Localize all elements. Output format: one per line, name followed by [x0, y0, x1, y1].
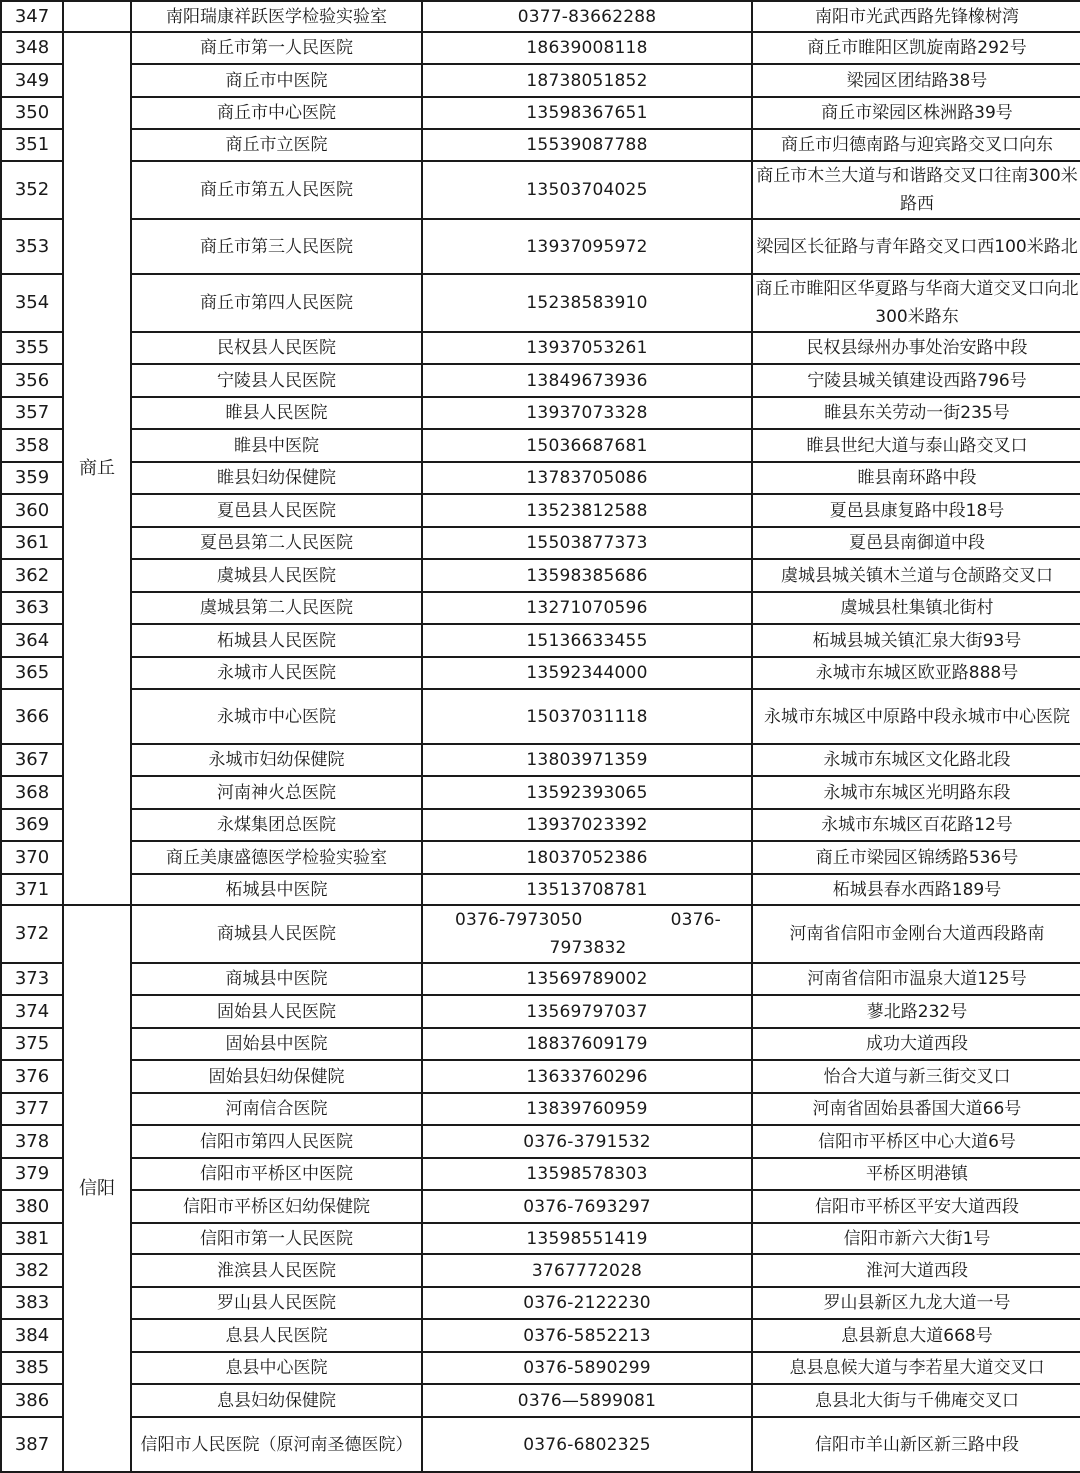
table-row	[1, 97, 1080, 129]
row-number: 378	[1, 1125, 63, 1158]
table-row	[1, 429, 1080, 462]
address: 蓼北路232号	[752, 995, 1080, 1028]
table-row	[1, 1158, 1080, 1190]
table-row	[1, 559, 1080, 592]
phone-number: 0376—5899081	[422, 1384, 752, 1417]
hospital-name: 民权县人民医院	[131, 332, 422, 364]
table-row	[1, 1190, 1080, 1223]
hospital-name: 虞城县人民医院	[131, 559, 422, 592]
row-number: 375	[1, 1028, 63, 1060]
row-number: 366	[1, 689, 63, 744]
address: 虞城县城关镇木兰道与仓颉路交叉口	[752, 559, 1080, 592]
hospital-name: 夏邑县第二人民医院	[131, 527, 422, 559]
table-row	[1, 841, 1080, 874]
table-row	[1, 129, 1080, 161]
phone-number: 18837609179	[422, 1028, 752, 1060]
hospital-name: 淮滨县人民医院	[131, 1254, 422, 1287]
phone-number: 13592344000	[422, 657, 752, 689]
table-row	[1, 744, 1080, 776]
hospital-name: 永城市妇幼保健院	[131, 744, 422, 776]
table-row	[1, 1, 1080, 32]
address: 永城市东城区欧亚路888号	[752, 657, 1080, 689]
table-row	[1, 397, 1080, 429]
address: 信阳市平桥区中心大道6号	[752, 1125, 1080, 1158]
row-number: 382	[1, 1254, 63, 1287]
table-row	[1, 624, 1080, 657]
address: 永城市东城区光明路东段	[752, 776, 1080, 809]
table-row	[1, 1352, 1080, 1384]
address: 商丘市睢阳区华夏路与华商大道交叉口向北300米路东	[752, 274, 1080, 332]
table-row	[1, 332, 1080, 364]
row-number: 386	[1, 1384, 63, 1417]
table-row	[1, 161, 1080, 219]
phone-number: 18037052386	[422, 841, 752, 874]
row-number: 373	[1, 963, 63, 995]
row-number: 351	[1, 129, 63, 161]
address: 河南省信阳市金刚台大道西段路南	[752, 905, 1080, 963]
phone-number: 13783705086	[422, 462, 752, 494]
table-row	[1, 1384, 1080, 1417]
phone-secondary-suffix: 7973832	[549, 938, 627, 958]
hospital-name: 商丘市第五人民医院	[131, 161, 422, 219]
row-number: 380	[1, 1190, 63, 1223]
address: 夏邑县康复路中段18号	[752, 494, 1080, 527]
hospital-name: 商丘市中心医院	[131, 97, 422, 129]
row-number: 370	[1, 841, 63, 874]
hospital-name: 夏邑县人民医院	[131, 494, 422, 527]
row-number: 383	[1, 1287, 63, 1319]
hospital-name: 河南神火总医院	[131, 776, 422, 809]
hospital-name: 息县人民医院	[131, 1319, 422, 1352]
row-number: 387	[1, 1417, 63, 1472]
row-number: 347	[1, 1, 63, 32]
phone-number: 13513708781	[422, 874, 752, 905]
hospital-name: 睢县妇幼保健院	[131, 462, 422, 494]
table-row	[1, 274, 1080, 332]
table-row	[1, 689, 1080, 744]
row-number: 368	[1, 776, 63, 809]
table-row	[1, 64, 1080, 97]
table-row	[1, 1223, 1080, 1254]
phone-primary: 0376-7973050	[455, 910, 583, 930]
hospital-name: 信阳市平桥区妇幼保健院	[131, 1190, 422, 1223]
phone-number: 3767772028	[422, 1254, 752, 1287]
table-row	[1, 657, 1080, 689]
address: 息县新息大道668号	[752, 1319, 1080, 1352]
phone-number: 13592393065	[422, 776, 752, 809]
table-row	[1, 963, 1080, 995]
row-number: 367	[1, 744, 63, 776]
phone-number: 0376-5890299	[422, 1352, 752, 1384]
address: 永城市东城区百花路12号	[752, 809, 1080, 841]
phone-number: 13598551419	[422, 1223, 752, 1254]
phone-number: 13569797037	[422, 995, 752, 1028]
row-number: 369	[1, 809, 63, 841]
address: 信阳市平桥区平安大道西段	[752, 1190, 1080, 1223]
row-number: 377	[1, 1093, 63, 1125]
hospital-name: 罗山县人民医院	[131, 1287, 422, 1319]
hospital-name: 永城市人民医院	[131, 657, 422, 689]
address: 梁园区长征路与青年路交叉口西100米路北	[752, 219, 1080, 274]
table-row	[1, 1417, 1080, 1472]
hospital-name: 信阳市第一人民医院	[131, 1223, 422, 1254]
row-number: 354	[1, 274, 63, 332]
phone-number: 15136633455	[422, 624, 752, 657]
phone-number: 0376-3791532	[422, 1125, 752, 1158]
phone-number: 15037031118	[422, 689, 752, 744]
address: 平桥区明港镇	[752, 1158, 1080, 1190]
hospital-name: 商丘市立医院	[131, 129, 422, 161]
phone-number: 13803971359	[422, 744, 752, 776]
table-body	[1, 1, 1080, 1472]
row-number: 371	[1, 874, 63, 905]
address: 睢县东关劳动一街235号	[752, 397, 1080, 429]
address: 虞城县杜集镇北街村	[752, 592, 1080, 624]
table-row	[1, 32, 1080, 64]
phone-number: 13598385686	[422, 559, 752, 592]
address: 夏邑县南御道中段	[752, 527, 1080, 559]
hospital-name: 商丘市第四人民医院	[131, 274, 422, 332]
address: 商丘市梁园区锦绣路536号	[752, 841, 1080, 874]
table-row	[1, 219, 1080, 274]
phone-number: 0376-5852213	[422, 1319, 752, 1352]
address: 罗山县新区九龙大道一号	[752, 1287, 1080, 1319]
row-number: 357	[1, 397, 63, 429]
phone-number: 0376-7693297	[422, 1190, 752, 1223]
address: 河南省固始县番国大道66号	[752, 1093, 1080, 1125]
address: 信阳市羊山新区新三路中段	[752, 1417, 1080, 1472]
address: 成功大道西段	[752, 1028, 1080, 1060]
row-number: 365	[1, 657, 63, 689]
table-row	[1, 1093, 1080, 1125]
phone-number: 13937073328	[422, 397, 752, 429]
address: 民权县绿州办事处治安路中段	[752, 332, 1080, 364]
row-number: 355	[1, 332, 63, 364]
hospital-name: 永城市中心医院	[131, 689, 422, 744]
phone-number: 15503877373	[422, 527, 752, 559]
phone-number: 13271070596	[422, 592, 752, 624]
phone-secondary-prefix: 0376-	[670, 910, 721, 930]
table-row	[1, 1028, 1080, 1060]
address: 商丘市睢阳区凯旋南路292号	[752, 32, 1080, 64]
table-row	[1, 1254, 1080, 1287]
row-number: 361	[1, 527, 63, 559]
address: 永城市东城区文化路北段	[752, 744, 1080, 776]
phone-number: 13569789002	[422, 963, 752, 995]
hospital-name: 固始县人民医院	[131, 995, 422, 1028]
table-row	[1, 462, 1080, 494]
table-row	[1, 364, 1080, 397]
row-number: 358	[1, 429, 63, 462]
table-row	[1, 776, 1080, 809]
phone-number: 15238583910	[422, 274, 752, 332]
row-number: 381	[1, 1223, 63, 1254]
row-number: 352	[1, 161, 63, 219]
table-row	[1, 1287, 1080, 1319]
table-row	[1, 592, 1080, 624]
address: 梁园区团结路38号	[752, 64, 1080, 97]
hospital-name: 睢县中医院	[131, 429, 422, 462]
address: 息县息候大道与李若星大道交叉口	[752, 1352, 1080, 1384]
phone-number: 0377-83662288	[422, 1, 752, 32]
address: 怡合大道与新三街交叉口	[752, 1060, 1080, 1093]
hospital-name: 信阳市平桥区中医院	[131, 1158, 422, 1190]
phone-number: 13937023392	[422, 809, 752, 841]
address: 宁陵县城关镇建设西路796号	[752, 364, 1080, 397]
phone-number: 15036687681	[422, 429, 752, 462]
hospital-name: 固始县妇幼保健院	[131, 1060, 422, 1093]
phone-number-line1	[455, 906, 721, 934]
table-row	[1, 1060, 1080, 1093]
address: 柘城县城关镇汇泉大街93号	[752, 624, 1080, 657]
row-number: 350	[1, 97, 63, 129]
address: 息县北大街与千佛庵交叉口	[752, 1384, 1080, 1417]
phone-number: 13937053261	[422, 332, 752, 364]
address: 永城市东城区中原路中段永城市中心医院	[752, 689, 1080, 744]
table-row	[1, 1125, 1080, 1158]
row-number: 356	[1, 364, 63, 397]
table-row	[1, 995, 1080, 1028]
row-number: 384	[1, 1319, 63, 1352]
address: 商丘市木兰大道与和谐路交叉口往南300米路西	[752, 161, 1080, 219]
region-cell-shangqiu: 商丘	[63, 32, 131, 905]
address: 商丘市梁园区株洲路39号	[752, 97, 1080, 129]
row-number: 385	[1, 1352, 63, 1384]
phone-number: 0376-6802325	[422, 1417, 752, 1472]
phone-number: 15539087788	[422, 129, 752, 161]
region-cell	[63, 1, 131, 32]
hospital-name: 河南信合医院	[131, 1093, 422, 1125]
hospital-name: 柘城县中医院	[131, 874, 422, 905]
hospital-name: 商丘美康盛德医学检验实验室	[131, 841, 422, 874]
row-number: 376	[1, 1060, 63, 1093]
address: 睢县南环路中段	[752, 462, 1080, 494]
hospital-name: 息县妇幼保健院	[131, 1384, 422, 1417]
row-number: 362	[1, 559, 63, 592]
address: 柘城县春水西路189号	[752, 874, 1080, 905]
address: 淮河大道西段	[752, 1254, 1080, 1287]
hospital-name: 宁陵县人民医院	[131, 364, 422, 397]
address: 信阳市新六大街1号	[752, 1223, 1080, 1254]
phone-number: 13598578303	[422, 1158, 752, 1190]
hospital-name: 商城县中医院	[131, 963, 422, 995]
hospital-name: 睢县人民医院	[131, 397, 422, 429]
row-number: 359	[1, 462, 63, 494]
row-number: 363	[1, 592, 63, 624]
row-number: 364	[1, 624, 63, 657]
hospital-name: 固始县中医院	[131, 1028, 422, 1060]
address: 河南省信阳市温泉大道125号	[752, 963, 1080, 995]
row-number: 349	[1, 64, 63, 97]
table-row	[1, 905, 1080, 963]
address: 商丘市归德南路与迎宾路交叉口向东	[752, 129, 1080, 161]
address: 南阳市光武西路先锋橡树湾	[752, 1, 1080, 32]
row-number: 360	[1, 494, 63, 527]
phone-number: 13839760959	[422, 1093, 752, 1125]
hospital-name: 柘城县人民医院	[131, 624, 422, 657]
row-number: 353	[1, 219, 63, 274]
address: 睢县世纪大道与泰山路交叉口	[752, 429, 1080, 462]
phone-number: 13849673936	[422, 364, 752, 397]
phone-number: 13937095972	[422, 219, 752, 274]
table-row	[1, 809, 1080, 841]
hospital-name: 信阳市第四人民医院	[131, 1125, 422, 1158]
hospital-name: 商丘市第一人民医院	[131, 32, 422, 64]
hospital-name: 信阳市人民医院（原河南圣德医院）	[131, 1417, 422, 1472]
hospital-name: 南阳瑞康祥跃医学检验实验室	[131, 1, 422, 32]
hospital-name: 商丘市第三人民医院	[131, 219, 422, 274]
row-number: 374	[1, 995, 63, 1028]
phone-number: 0376-2122230	[422, 1287, 752, 1319]
table-row	[1, 874, 1080, 905]
hospital-name: 永煤集团总医院	[131, 809, 422, 841]
phone-number: 18738051852	[422, 64, 752, 97]
row-number: 379	[1, 1158, 63, 1190]
table-row	[1, 527, 1080, 559]
phone-number: 13503704025	[422, 161, 752, 219]
hospital-name: 商丘市中医院	[131, 64, 422, 97]
table-row	[1, 1319, 1080, 1352]
phone-number: 13523812588	[422, 494, 752, 527]
phone-number: 18639008118	[422, 32, 752, 64]
row-number: 348	[1, 32, 63, 64]
hospital-name: 虞城县第二人民医院	[131, 592, 422, 624]
hospital-name: 息县中心医院	[131, 1352, 422, 1384]
row-number: 372	[1, 905, 63, 963]
phone-number	[422, 905, 752, 963]
phone-number: 13633760296	[422, 1060, 752, 1093]
phone-number: 13598367651	[422, 97, 752, 129]
hospital-name: 商城县人民医院	[131, 905, 422, 963]
region-cell-xinyang: 信阳	[63, 905, 131, 1472]
table-row	[1, 494, 1080, 527]
